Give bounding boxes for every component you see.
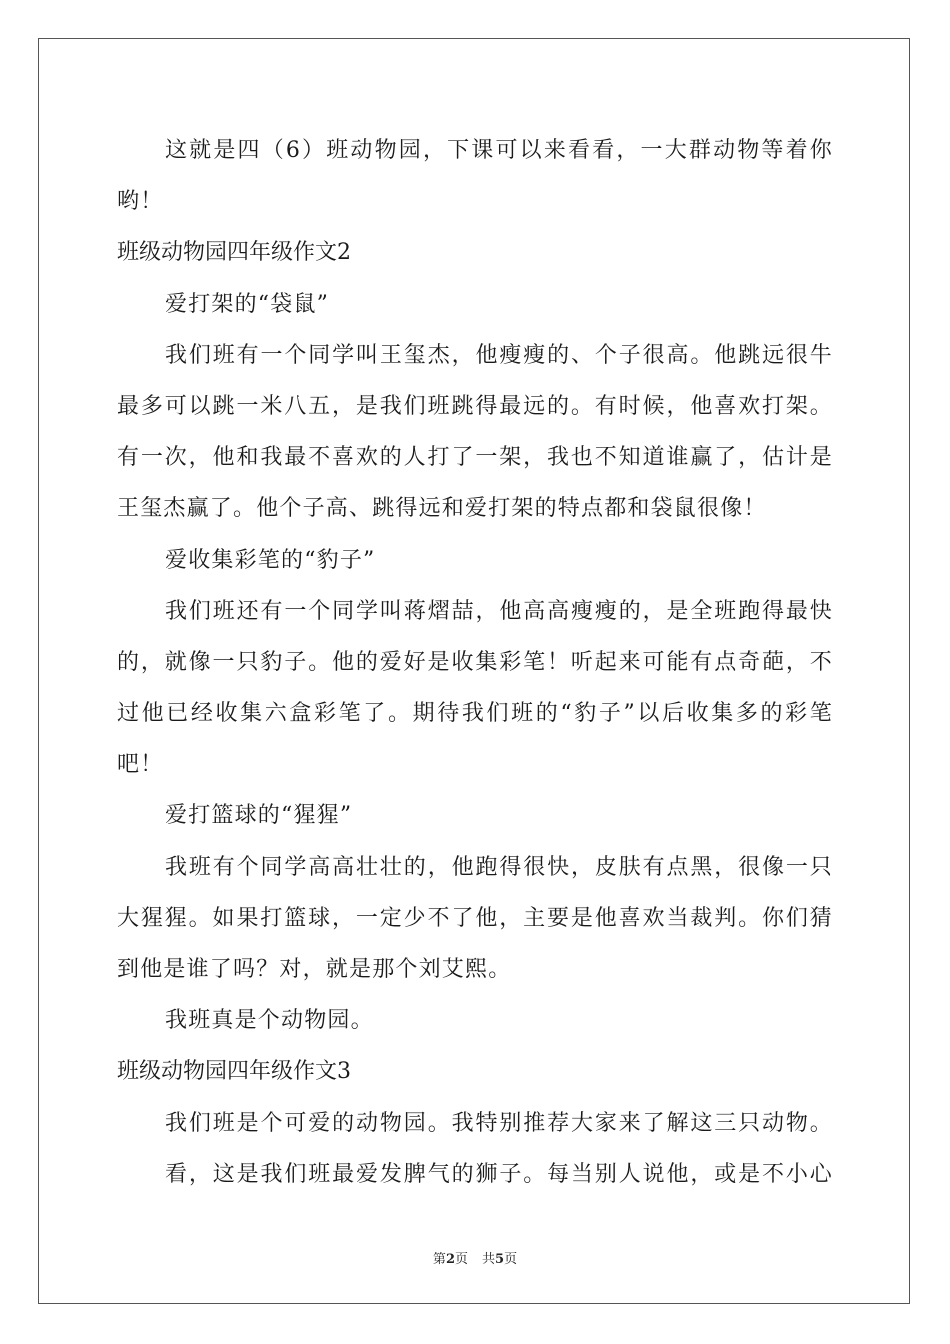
- paragraph-line: 最多可以跳一米八五，是我们班跳得最远的。有时候，他喜欢打架。: [117, 393, 833, 419]
- paragraph-line: 有一次，他和我最不喜欢的人打了一架，我也不知道谁赢了，估计是: [117, 445, 833, 471]
- paragraph-line: 到他是谁了吗？对，就是那个刘艾熙。: [117, 957, 512, 982]
- paragraph-line: 王玺杰赢了。他个子高、跳得远和爱打架的特点都和袋鼠很像！: [117, 496, 767, 522]
- page-suffix: 页: [454, 1252, 468, 1267]
- paragraph-line: 哟！: [117, 189, 164, 215]
- paragraph-line: 我们班是个可爱的动物园。我特别推荐大家来了解这三只动物。: [165, 1110, 833, 1136]
- total-suffix: 页: [504, 1252, 518, 1267]
- paragraph-line: 过他已经收集六盒彩笔了。期待我们班的“豹子”以后收集多的彩笔: [117, 701, 833, 727]
- section-heading: 班级动物园四年级作文3: [117, 1059, 351, 1085]
- paragraph-line: 的，就像一只豹子。他的爱好是收集彩笔！听起来可能有点奇葩，不: [117, 649, 833, 675]
- subsection-title: 爱打篮球的“猩猩”: [165, 803, 353, 829]
- paragraph-line: 这就是四（6）班动物园，下课可以来看看，一大群动物等着你: [165, 138, 833, 163]
- subsection-title: 爱打架的“袋鼠”: [165, 291, 330, 317]
- current-page-number: 2: [445, 1252, 455, 1267]
- paragraph-line: 大猩猩。如果打篮球，一定少不了他，主要是他喜欢当裁判。你们猜: [117, 905, 833, 931]
- paragraph-line: 我们班有一个同学叫王玺杰，他瘦瘦的、个子很高。他跳远很牛: [165, 342, 833, 368]
- paragraph-line: 我们班还有一个同学叫蒋熠喆，他高高瘦瘦的，是全班跑得最快: [165, 598, 833, 624]
- paragraph-line: 我班有个同学高高壮壮的，他跑得很快，皮肤有点黑，很像一只: [165, 854, 833, 880]
- paragraph-line: 吧！: [117, 752, 164, 778]
- document-body: [117, 125, 833, 1200]
- paragraph-line: 看，这是我们班最爱发脾气的狮子。每当别人说他，或是不小心: [165, 1161, 833, 1187]
- paragraph-line: 我班真是个动物园。: [165, 1008, 374, 1034]
- total-prefix: 共: [482, 1252, 496, 1267]
- total-page-count: 5: [495, 1252, 505, 1267]
- section-heading: 班级动物园四年级作文2: [117, 240, 351, 266]
- subsection-title: 爱收集彩笔的“豹子”: [165, 547, 376, 573]
- page-footer: [0, 1248, 950, 1267]
- page-prefix: 第: [432, 1252, 446, 1267]
